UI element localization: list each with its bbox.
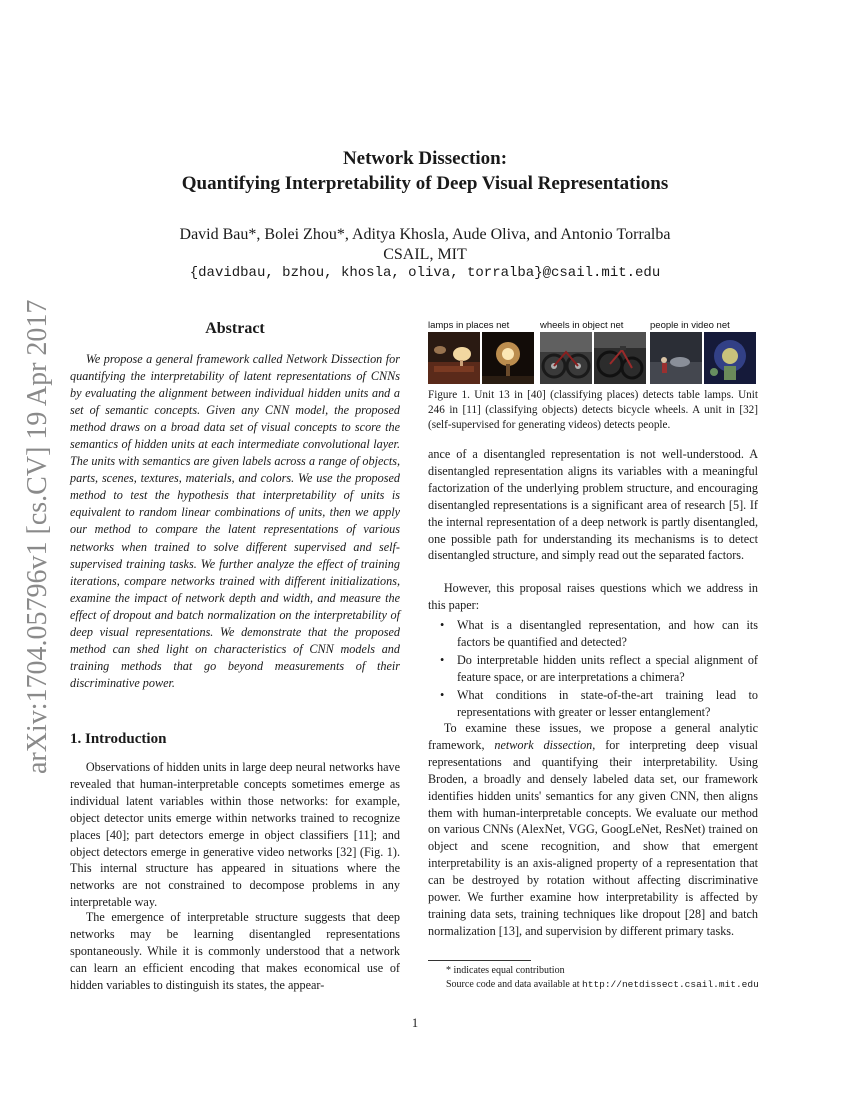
- arxiv-identifier: arXiv:1704.05796v1 [cs.CV] 19 Apr 2017: [22, 299, 53, 775]
- author-block: [100, 225, 750, 265]
- figure-image-lamps-1: [428, 332, 480, 384]
- paragraph-text-end: , for interpreting deep visual representations and quantifying their interpretability. Using Broden, a broadly and densely labeled data set, our framework identifies hidden units' semantics for any given CNN, then aligns them with human-interpretable concepts. We evaluate our method on various CNNs (AlexNet, VGG, GoogLeNet, ResNet) trained on object and scene recognition, and show that emergent interpretability is an axis-aligned property of a representation that can be destroyed by rotation without affecting discriminative power. We further examine how interpretability is affected by training data sets, training techniques like dropout [28] and batch normalization [13], and supervision by different primary tasks.: [428, 737, 759, 938]
- footnote-equal-contribution: * indicates equal contribution: [446, 965, 565, 976]
- right-paragraph-2: However, this proposal raises questions which we address in this paper:: [428, 581, 758, 612]
- footnote-divider: [428, 960, 531, 961]
- figure-image-wheels-1: [540, 332, 592, 384]
- list-item: [428, 687, 758, 721]
- paper-title: [100, 146, 750, 196]
- list-item-text: What is a disentangled representation, and how can its factors be quantified and detected?: [457, 618, 758, 649]
- introduction-paragraph-1: Observations of hidden units in large deep neural networks have revealed that human-interpretable concepts sometimes emerge as individual latent variables within those networks: for example, object detector units emerge within networks trained to recognize places [40]; part detectors emerge in object classifiers [11]; and object detectors emerge in generative video networks [32] (Fig. 1). This internal structure has appeared in situations where the networks are not constrained to decompose problems in any interpretable way.: [70, 760, 400, 910]
- figure-1-caption: Figure 1. Unit 13 in [40] (classifying places) detects table lamps. Unit 246 in [11] (classifying objects) detects bicycle wheels. A unit in [32] (self-supervised for generating videos) detects people.: [428, 389, 758, 431]
- page-number: 1: [411, 1016, 419, 1030]
- figure-panel-label-lamps: lamps in places net: [428, 320, 510, 331]
- author-emails: {davidbau, bzhou, khosla, oliva, torralba}@csail.mit.edu: [189, 265, 661, 281]
- bullet-icon: •: [440, 652, 445, 667]
- list-item: [428, 652, 758, 686]
- figure-panel-label-people: people in video net: [650, 320, 730, 331]
- abstract-heading: Abstract: [205, 320, 265, 337]
- source-code-link[interactable]: http://netdissect.csail.mit.edu: [582, 979, 759, 990]
- question-list: [428, 617, 758, 721]
- figure-image-wheels-2: [594, 332, 646, 384]
- figure-panel-label-wheels: wheels in object net: [540, 320, 624, 331]
- affiliation: CSAIL, MIT: [383, 246, 467, 263]
- introduction-paragraph-2: The emergence of interpretable structure suggests that deep networks may be learning disentangled representations spontaneously. While it is commonly understood that a network can learn an efficient encoding that makes economical use of hidden variables to distinguish its states, the appear-: [70, 910, 400, 992]
- footnote-source-code: [428, 978, 768, 991]
- figure-image-people-1: [650, 332, 702, 384]
- right-paragraph-1: ance of a disentangled representation is not well-understood. A disentangled representation aligns its variables with a meaningful factorization of the underlying problem structure, and encouraging disentangled representations is a significant area of research [5]. If the internal representation of a deep network is partly disentangled, one possible path for understanding its mechanisms is to detect disentangled structure, and simply read out the separated factors.: [428, 447, 758, 563]
- list-item-text: What conditions in state-of-the-art training lead to representations with greater or lesser entanglement?: [457, 687, 758, 719]
- author-list: David Bau*, Bolei Zhou*, Aditya Khosla, Aude Oliva, and Antonio Torralba: [179, 226, 671, 243]
- bullet-icon: •: [440, 618, 445, 632]
- introduction-heading: 1. Introduction: [70, 731, 167, 747]
- title-line-1: Network Dissection:: [342, 148, 508, 169]
- footnote-source-text: Source code and data available at: [446, 979, 583, 990]
- right-paragraph-3: [428, 720, 758, 940]
- title-line-2: Quantifying Interpretability of Deep Visual Representations: [181, 173, 669, 194]
- list-item-text: Do interpretable hidden units reflect a special alignment of feature space, or are interpretations a chimera?: [457, 652, 758, 684]
- bullet-icon: •: [440, 687, 445, 702]
- figure-image-people-2: [704, 332, 756, 384]
- list-item: [428, 617, 758, 651]
- emphasized-term: network dissection: [494, 737, 593, 752]
- abstract-body: We propose a general framework called Network Dissection for quantifying the interpretability of latent representations of CNNs by evaluating the alignment between individual hidden units and a set of semantic concepts. Given any CNN model, the proposed method draws on a broad data set of visual concepts to score the semantics of hidden units at each intermediate convolutional layer. The units with semantics are given labels across a range of objects, parts, scenes, textures, materials, and colors. We use the proposed method to test the hypothesis that interpretability of units is equivalent to random linear combinations of units, then we apply our method to compare the latent representations of various networks when trained to solve different supervised and self-supervised training tasks. We further analyze the effect of training iterations, compare networks trained with different initializations, examine the impact of network depth and width, and measure the effect of dropout and batch normalization on the interpretability of deep visual representations. We demonstrate that the proposed method can shed light on characteristics of CNN models and training methods that go beyond measurements of their discriminative power.: [70, 352, 400, 690]
- figure-image-lamps-2: [482, 332, 534, 384]
- paragraph-text-start: To examine these issues, we propose a general analytic framework,: [428, 721, 758, 752]
